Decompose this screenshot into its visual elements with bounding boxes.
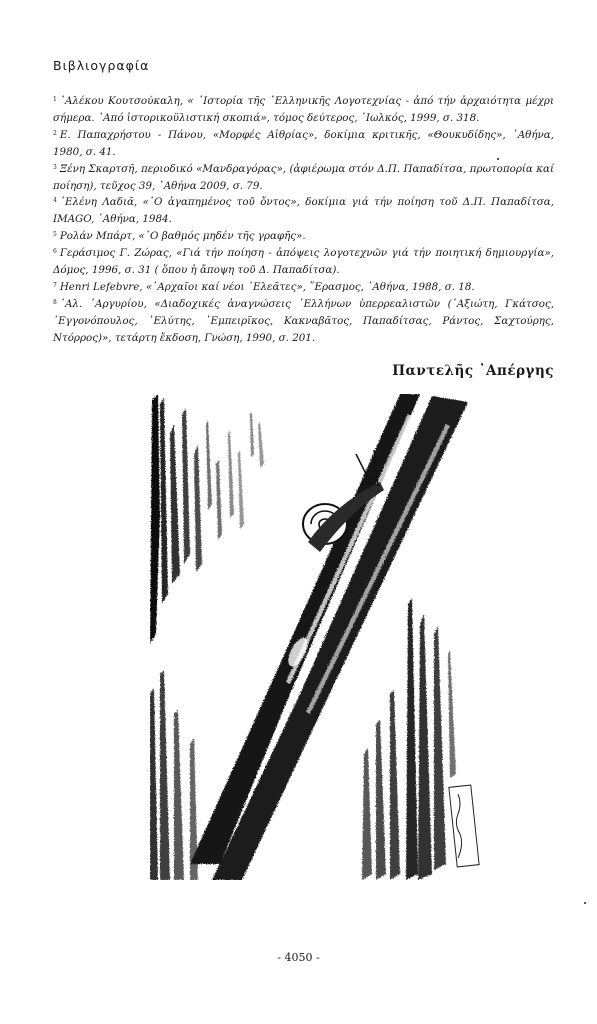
note-number: 5 — [53, 231, 57, 239]
page-heading: Βιβλιογραφία — [53, 58, 150, 73]
note-text: ᾽Αλ. ᾽Αργυρίου, «Διαδοχικές ἀναγνώσεις ᾽Ελλήνων ὑπερρεαλιστῶν (᾽Αξιώτη, Γκάτσος, ᾽Εγγονόπουλος, ᾽Ελύτης, ᾽Εμπειρῖκος, Κακναβᾶτος, Παπαδίτσας, Ράντος, Σαχτούρης, Ντόρρος)», τετάρτη ἔκδοση, Γνώση, 1990, σ. 201. — [53, 297, 554, 344]
ink-speck — [497, 158, 499, 160]
note-number: 7 — [53, 281, 57, 289]
note-number: 1 — [53, 96, 57, 103]
snail-on-branch-drawing — [150, 394, 480, 880]
author-name: Παντελῆς ᾽Απέργης — [392, 363, 554, 379]
note-number: 6 — [53, 248, 57, 256]
dark-grass-upper-left — [150, 394, 264, 644]
note-text: ᾽Ελένη Λαδιᾶ, «᾽Ο ἀγαπημένος τοῦ ὄντος», δοκίμια γιά τήν ποίηση τοῦ Δ.Π. Παπαδίτσα, IMAGO, ᾽Αθήνα, 1984. — [53, 196, 554, 226]
note-3 — [53, 161, 554, 195]
note-8 — [53, 296, 554, 347]
note-text: ᾽Αλέκου Κουτσούκαλη, « ᾽Ιστορία τῆς ᾽Ελληνικῆς Λογοτεχνίας - ἀπό τήν ἀρχαιότητα μέχρι σήμερα. ᾽Από ἱστορικοϋλιστική σκοπιά», τόμος δεύτερος, ᾽Ιωλκός, 1999, σ. 318. — [53, 95, 554, 124]
ink-speck — [584, 902, 586, 904]
note-7 — [53, 279, 554, 296]
note-number: 2 — [53, 129, 57, 137]
artist-signature-mark — [449, 785, 479, 867]
note-2 — [53, 127, 554, 161]
grass-right — [362, 598, 456, 880]
note-text: Ρολάν Μπάρτ, «᾽Ο βαθμός μηδέν τῆς γραφῆς». — [59, 230, 306, 243]
page-number: - 4050 - — [277, 951, 320, 964]
note-text: Henri Lefebvre, «᾽Αρχαῖοι καί νέοι ᾽Ελεᾶτες», ῞Ερασμος, ᾽Αθήνα, 1988, σ. 18. — [59, 280, 475, 293]
grass-lower-left — [150, 670, 198, 880]
note-text: Γεράσιμος Γ. Ζώρας, «Γιά τήν ποίηση - ἀπόψεις λογοτεχνῶν γιά τήν ποιητική δημιουργία», Δόμος, 1996, σ. 31 ( ὅπου ἡ ἄποψη τοῦ Δ. Παπαδίτσα). — [53, 247, 554, 277]
note-number: 4 — [53, 197, 57, 205]
note-text: Ε. Παπαχρήστου - Πάνου, «Μορφές Αἰθρίας», δοκίμια κριτικῆς, «Θουκυδίδης», ᾽Αθήνα, 1980, σ. 41. — [53, 128, 554, 158]
note-1 — [53, 93, 554, 127]
bibliography-notes — [53, 93, 554, 347]
note-4 — [53, 194, 554, 228]
note-6 — [53, 245, 554, 279]
note-text: Ξένη Σκαρτσῆ, περιοδικό «Μανδραγόρας», (ἀφιέρωμα στόν Δ.Π. Παπαδίτσα, πρωτοπορία καί ποίηση), τεῦχος 39, ᾽Αθήνα 2009, σ. 79. — [53, 162, 554, 192]
note-5 — [53, 228, 554, 245]
note-number: 3 — [53, 163, 57, 171]
note-number: 8 — [53, 298, 57, 306]
